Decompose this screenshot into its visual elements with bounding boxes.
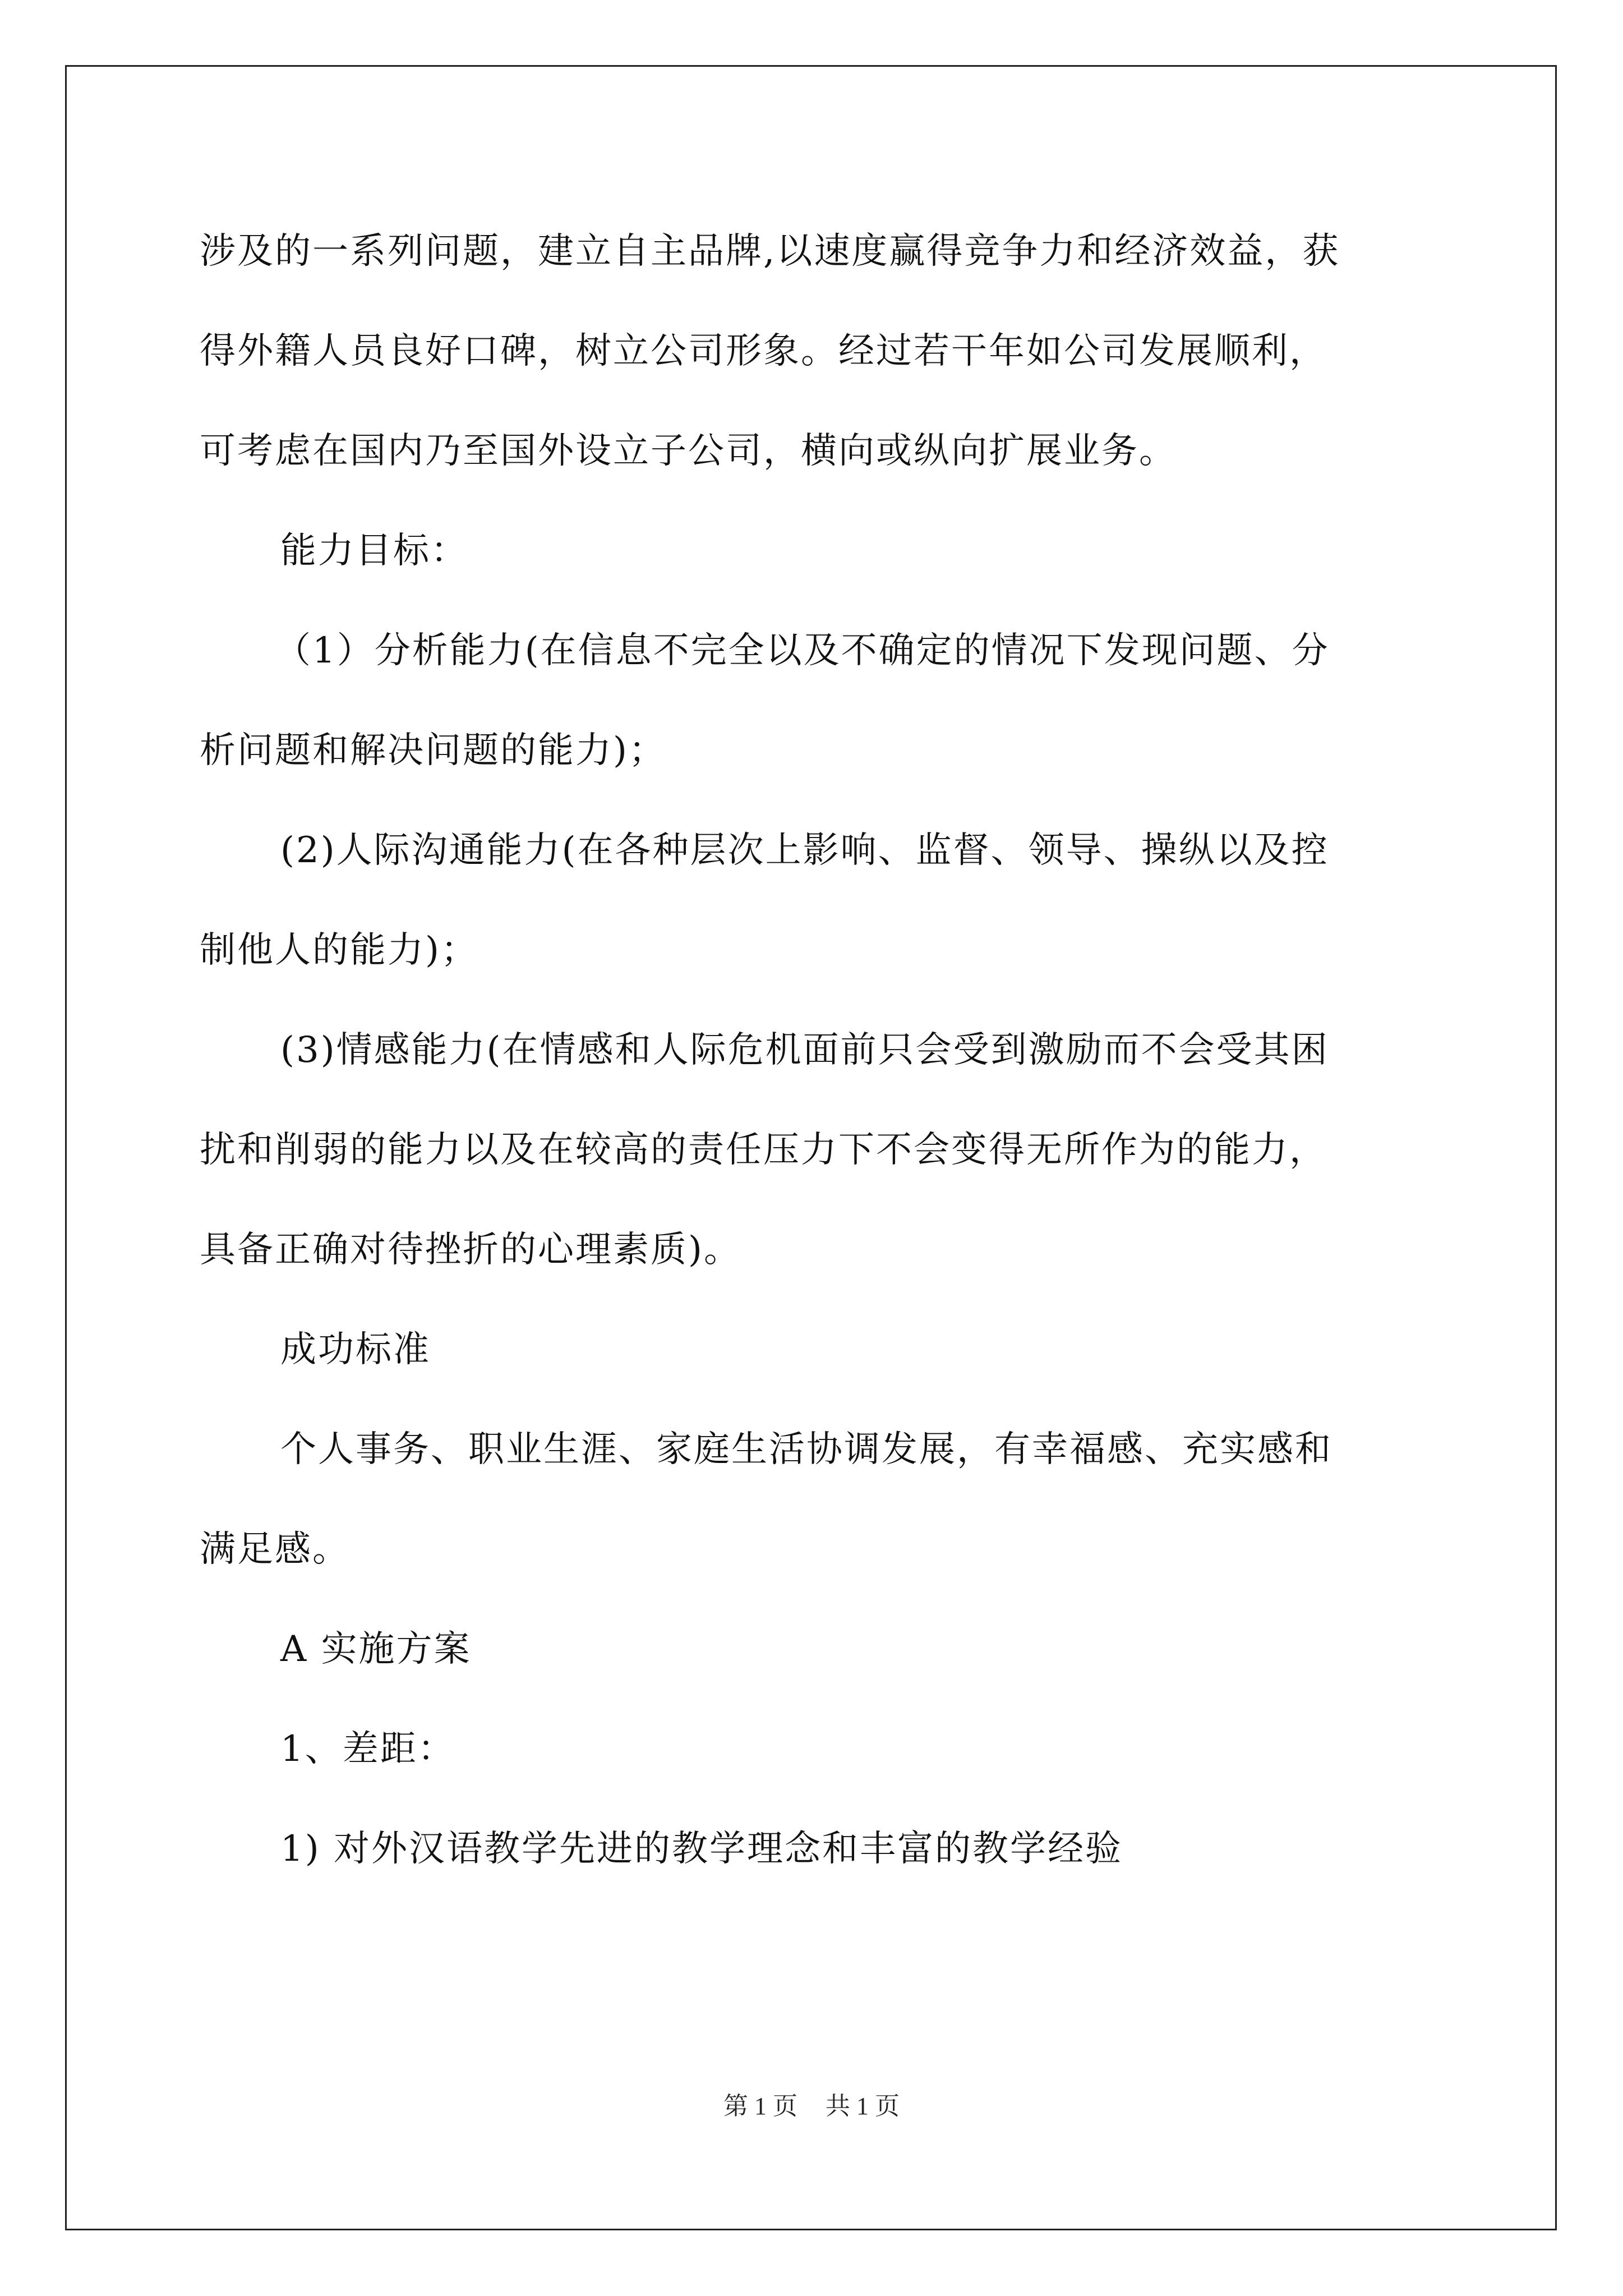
text-line: （1）分析能力(在信息不完全以及不确定的情况下发现问题、分	[275, 630, 1330, 671]
text-line: 个人事务、职业生涯、家庭生活协调发展，有幸福感、充实感和	[280, 1429, 1332, 1470]
text-line: (3)情感能力(在情感和人际危机面前只会受到激励而不会受其困	[280, 1029, 1329, 1071]
text-line: 涉及的一系列问题，建立自主品牌,以速度赢得竞争力和经济效益，获	[200, 231, 1340, 272]
text-line: 可考虑在国内乃至国外设立子公司，横向或纵向扩展业务。	[200, 430, 1177, 472]
text-line: 1) 对外汉语教学先进的教学理念和丰富的教学经验	[280, 1828, 1123, 1870]
text-line: (2)人际沟通能力(在各种层次上影响、监督、领导、操纵以及控	[280, 830, 1329, 871]
page-footer	[0, 2090, 1623, 2123]
text-line: 满足感。	[200, 1529, 350, 1570]
text-line: 扰和削弱的能力以及在较高的责任压力下不会变得无所作为的能力，	[200, 1129, 1327, 1171]
section-heading-implementation: A 实施方案	[280, 1628, 472, 1670]
section-heading-ability-goals: 能力目标：	[280, 530, 468, 572]
text-line: 1、差距：	[280, 1728, 455, 1770]
page-total: 共 1 页	[826, 2092, 900, 2120]
section-heading-success-criteria: 成功标准	[280, 1329, 431, 1370]
page-number: 第 1 页	[723, 2092, 797, 2120]
text-line: 制他人的能力)；	[200, 930, 478, 971]
text-line: 析问题和解决问题的能力)；	[200, 730, 666, 771]
text-line: 具备正确对待挫折的心理素质)。	[200, 1229, 741, 1271]
text-line: 得外籍人员良好口碑，树立公司形象。经过若干年如公司发展顺利，	[200, 330, 1327, 372]
